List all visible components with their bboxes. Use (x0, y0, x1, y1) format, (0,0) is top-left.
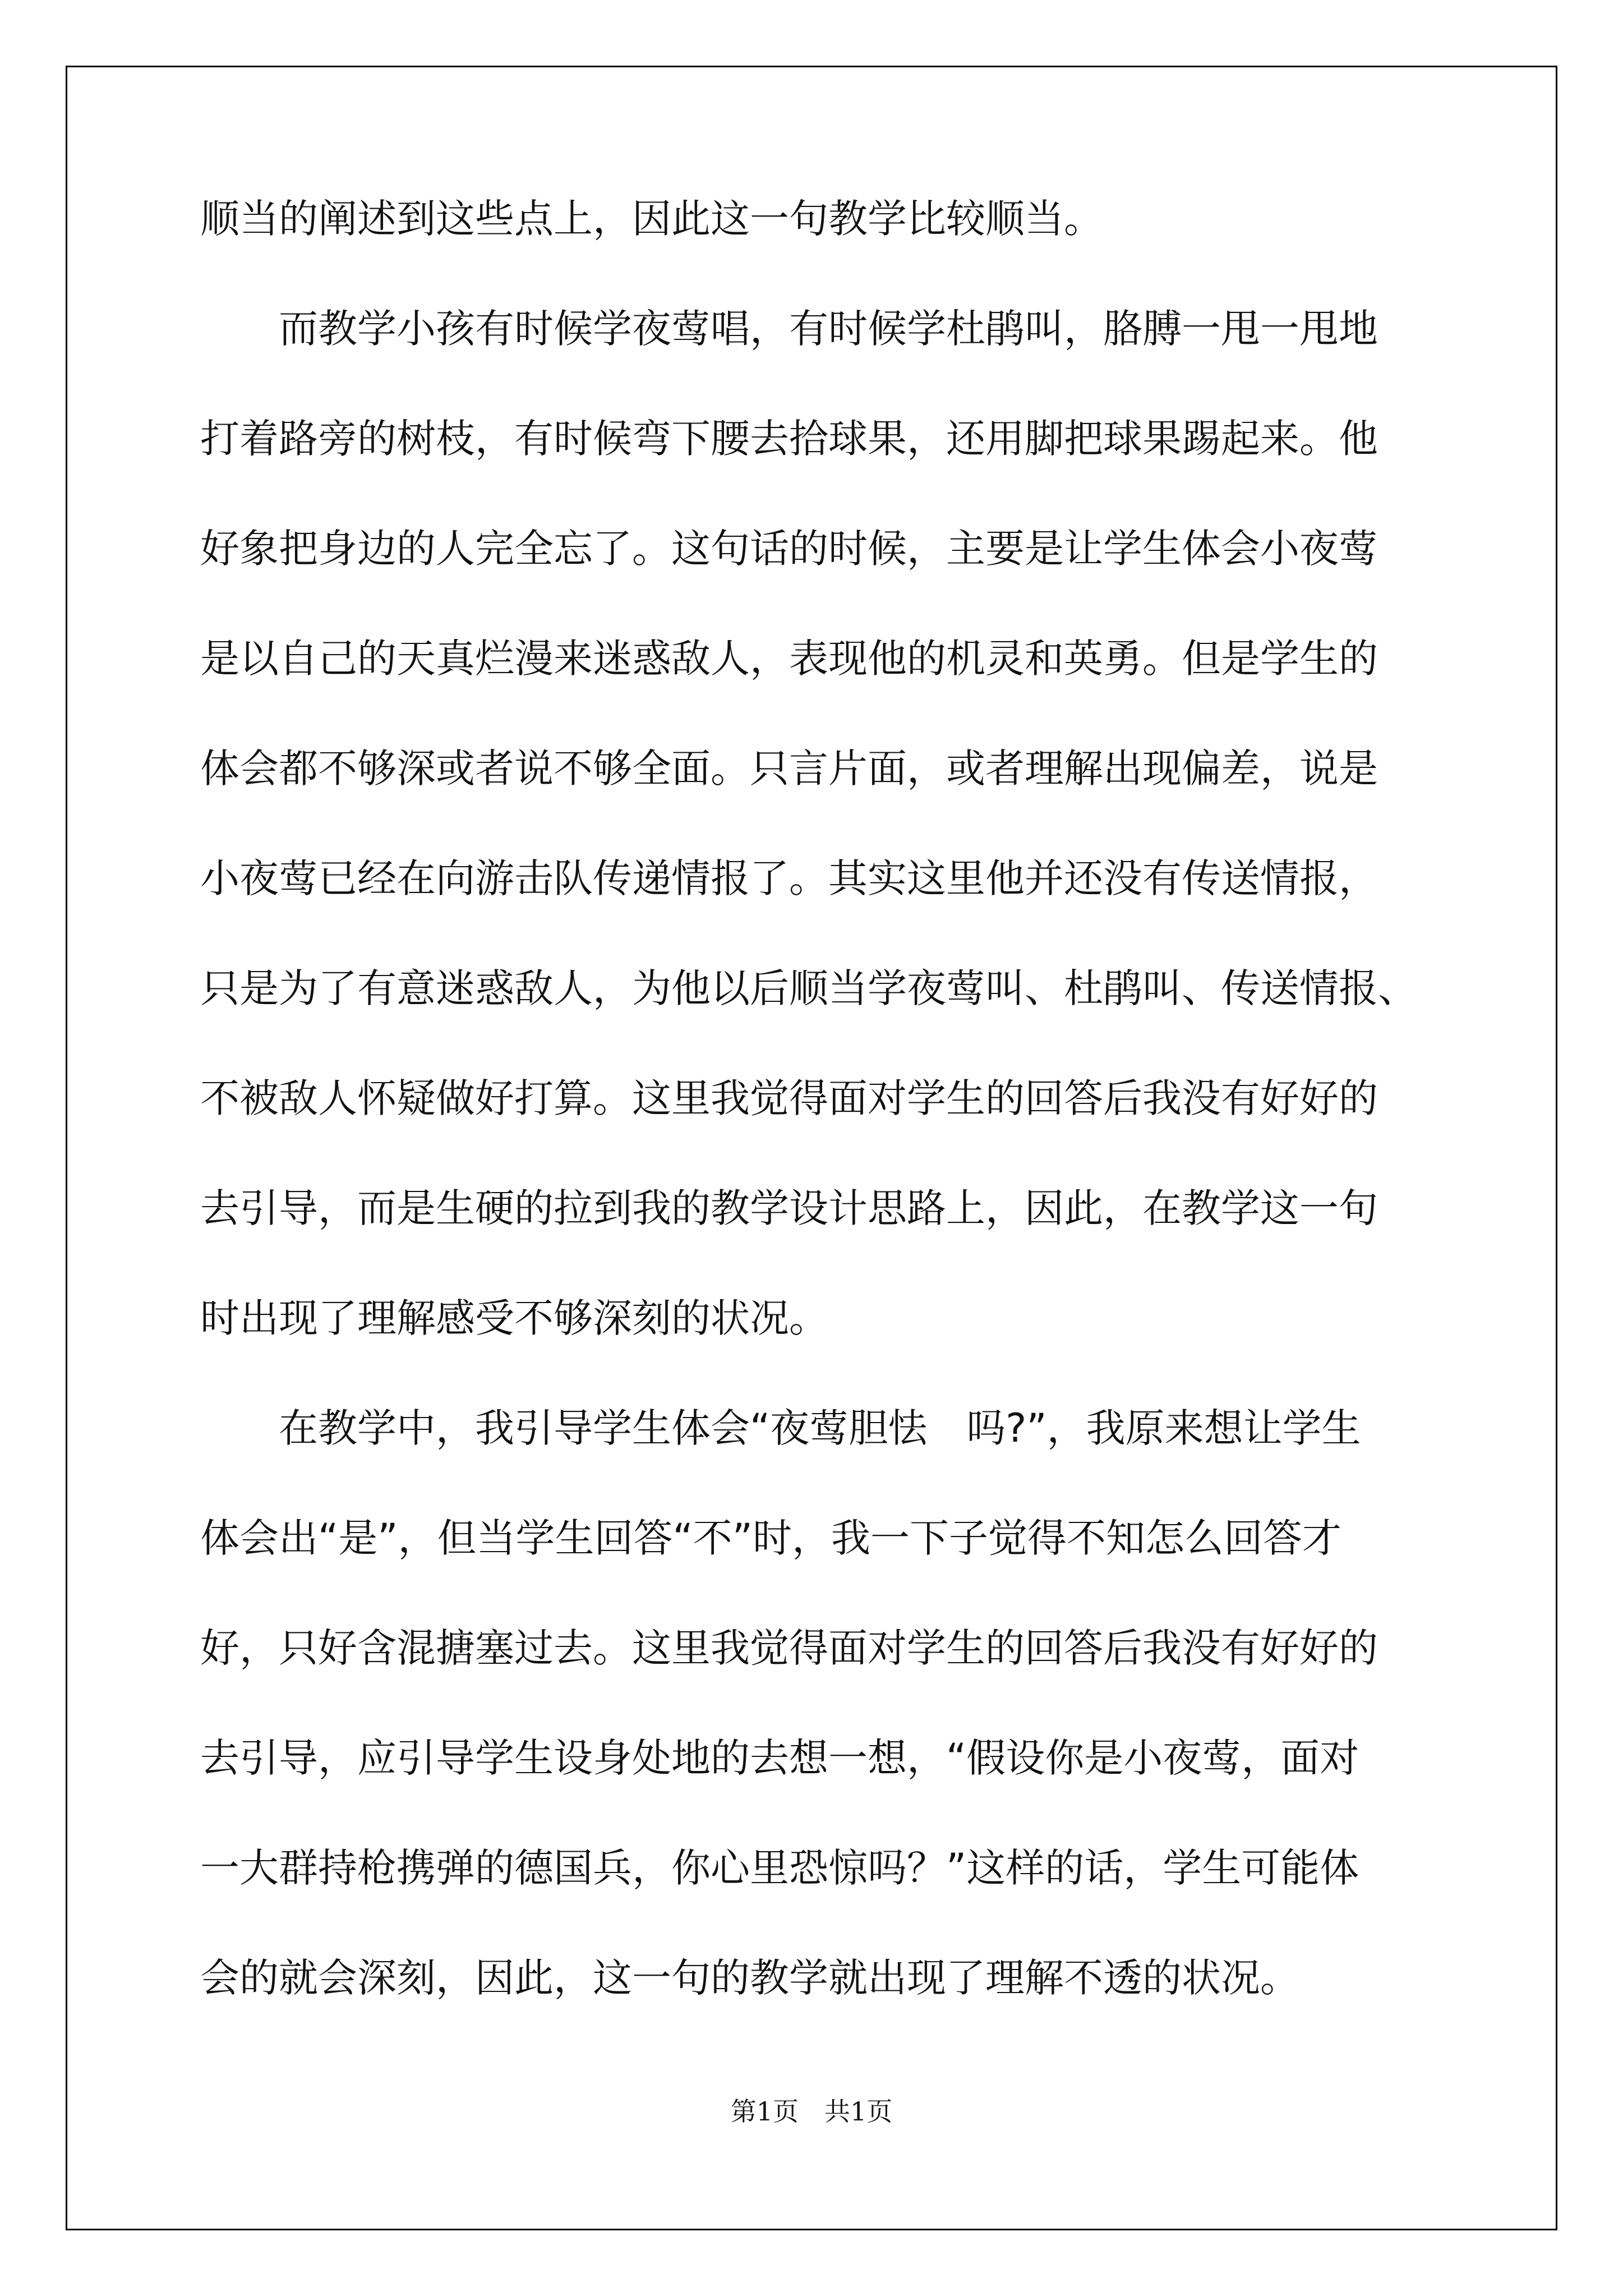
text-line: 去引导，应引导学生设身处地的去想一想，“假设你是小夜莺，面对 (200, 1735, 1359, 1781)
text-line: 而教学小孩有时候学夜莺唱，有时候学杜鹃叫，胳膊一甩一甩地 (200, 306, 1378, 352)
text-line: 顺当的阐述到这些点上，因此这一句教学比较顺当。 (200, 196, 1103, 242)
text-line: 不被敌人怀疑做好打算。这里我觉得面对学生的回答后我没有好好的 (200, 1075, 1378, 1121)
text-line: 小夜莺已经在向游击队传递情报了。其实这里他并还没有传送情报， (200, 855, 1378, 901)
text-line: 在教学中，我引导学生体会“夜莺胆怯 吗?”，我原来想让学生 (200, 1405, 1361, 1451)
text-line: 去引导，而是生硬的拉到我的教学设计思路上，因此，在教学这一句 (200, 1185, 1378, 1231)
text-line: 只是为了有意迷惑敌人，为他以后顺当学夜莺叫、杜鹃叫、传送情报、 (200, 965, 1417, 1011)
text-line: 打着路旁的树枝，有时候弯下腰去拾球果，还用脚把球果踢起来。他 (200, 416, 1378, 462)
text-line: 好象把身边的人完全忘了。这句话的时候，主要是让学生体会小夜莺 (200, 526, 1378, 572)
page-number-footer: 第1页 共1页 (730, 2096, 893, 2127)
document-body (200, 196, 1456, 2065)
text-line: 体会都不够深或者说不够全面。只言片面，或者理解出现偏差，说是 (200, 746, 1378, 792)
text-line: 会的就会深刻，因此，这一句的教学就出现了理解不透的状况。 (200, 1955, 1299, 2001)
text-line: 体会出“是”，但当学生回答“不”时，我一下子觉得不知怎么回答才 (200, 1515, 1342, 1561)
text-line: 时出现了理解感受不够深刻的状况。 (200, 1295, 828, 1341)
text-line: 是以自己的天真烂漫来迷惑敌人，表现他的机灵和英勇。但是学生的 (200, 636, 1378, 682)
text-line: 好，只好含混搪塞过去。这里我觉得面对学生的回答后我没有好好的 (200, 1625, 1378, 1671)
text-line: 一大群持枪携弹的德国兵，你心里恐惊吗？”这样的话，学生可能体 (200, 1845, 1359, 1891)
